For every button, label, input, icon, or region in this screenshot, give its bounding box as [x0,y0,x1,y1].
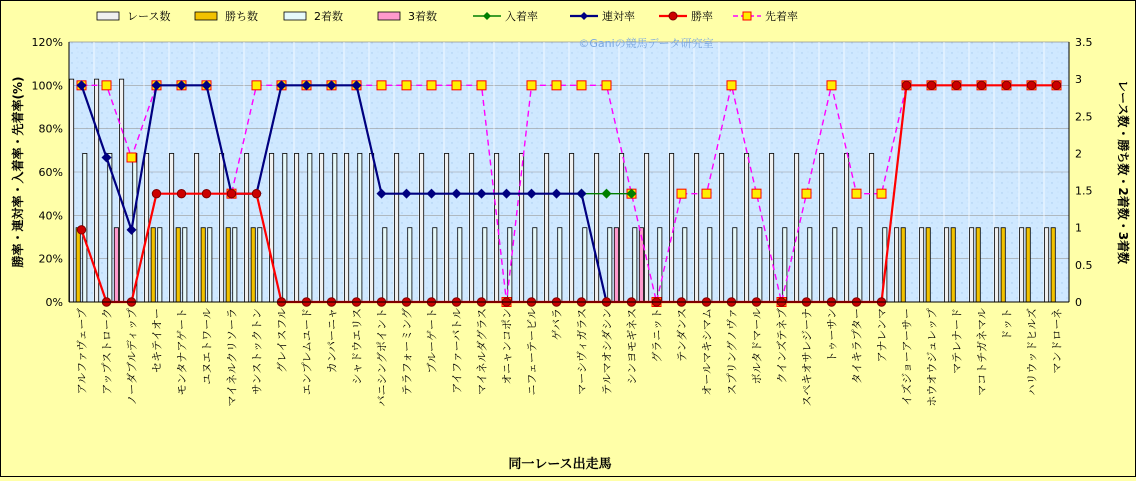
bar-レース数-5 [170,153,174,302]
bar-レース数-6 [195,153,199,302]
bar-レース数-3 [120,79,124,302]
bar-レース数-8 [245,153,249,302]
bar-レース数-20 [545,153,549,302]
x-tick-label: シャドウエリス [350,308,364,385]
bar-2着数-10 [308,153,312,302]
bar-レース数-9 [270,153,274,302]
watermark: ©Ganiの競馬データ研究室 [578,37,714,50]
point-勝率-40 [1052,81,1060,89]
point-先着率-2 [102,81,111,90]
x-tick-label: カンパーニャ [325,308,339,374]
legend-label: 勝率 [691,10,713,23]
bar-レース数-14 [395,153,399,302]
bar-2着数-30 [808,228,812,302]
x-tick-label: ゲバラ [550,308,564,341]
bar-2着数-22 [608,228,612,302]
bar-レース数-37 [970,228,974,302]
bar-勝ち数-38 [1001,228,1005,302]
bar-2着数-13 [383,228,387,302]
bar-レース数-17 [470,153,474,302]
y-axis-left-title: 勝率・連対率・入着率・先着率(%) [11,76,25,268]
grid-layer [69,42,1069,302]
y-right-tick-label: 2 [1075,147,1082,161]
x-tick-label: ドット [1000,308,1014,341]
x-tick-label: マイネルクリソーラ [225,308,239,407]
bar-レース数-31 [820,153,824,302]
point-勝率-37 [977,81,985,89]
bar-2着数-17 [483,228,487,302]
bar-レース数-12 [345,153,349,302]
x-tick-label: アイファーバトル [450,308,464,394]
bar-3着数-22 [614,228,618,302]
x-tick-label: アルファヴェーブ [75,308,89,395]
bar-勝ち数-4 [151,228,155,302]
bar-レース数-33 [870,153,874,302]
bar-2着数-12 [358,153,362,302]
y-right-tick-label: 1.5 [1075,184,1093,198]
legend-label: レース数 [127,10,171,23]
y-axis-right-title: レース数・勝ち数・2着数・3着数 [1116,79,1130,265]
bar-2着数-6 [208,228,212,302]
legend-swatch-勝ち数 [195,12,217,20]
bar-2着数-29 [783,228,787,302]
x-tick-label: テルマオシダシン [600,308,614,395]
x-tick-label: シンヨモギネス [625,308,639,385]
x-tick-label: マテレナード [950,308,964,374]
x-tick-label: テラフォーミング [400,308,414,396]
y-right-tick-label: 1 [1075,221,1082,235]
bar-2着数-11 [333,153,337,302]
bar-レース数-7 [220,153,224,302]
x-tick-label: ブルーゲート [425,308,439,374]
bar-2着数-8 [258,228,262,302]
x-tick-label: マイネルダグラス [475,308,489,395]
bar-レース数-18 [495,153,499,302]
x-tick-label: スペキオサレジーナ [800,308,814,407]
y-left-tick-label: 40% [38,209,63,223]
point-先着率-16 [452,81,461,90]
bar-レース数-21 [570,153,574,302]
bar-レース数-27 [720,153,724,302]
y-left-tick-label: 0% [45,296,63,309]
bar-2着数-14 [408,228,412,302]
legend-label: 勝ち数 [225,10,258,23]
x-tick-label: グレイスフル [275,308,289,373]
point-先着率-21 [577,81,586,90]
point-先着率-30 [802,189,811,198]
y-left-tick-label: 60% [38,166,63,179]
x-tick-label: ノーダブルディップ [125,308,139,406]
bar-2着数-4 [158,228,162,302]
legend-label: 3着数 [408,10,437,23]
y-right-tick-label: 2.5 [1075,110,1093,124]
legend-label: 先着率 [765,10,798,23]
y-left-tick-label: 20% [38,252,63,266]
x-tick-label: スプリングノヴァ [725,308,739,396]
bar-レース数-11 [320,153,324,302]
x-tick-label: オニャンコポン [500,308,514,385]
x-tick-label: エンプレムユード [300,308,314,396]
point-勝率-38 [1002,81,1010,89]
bar-勝ち数-35 [926,228,930,302]
point-先着率-13 [377,81,386,90]
bar-レース数-36 [945,228,949,302]
point-勝率-35 [927,81,935,89]
point-先着率-22 [602,81,611,90]
bar-2着数-21 [583,228,587,302]
bar-勝ち数-5 [176,228,180,302]
legend-label: 連対率 [602,10,635,23]
bar-2着数-2 [108,153,112,302]
point-勝率-34 [902,81,910,89]
legend-swatch-レース数 [97,12,119,20]
x-tick-label: グラニット [650,308,664,363]
y-right-tick-label: 3.5 [1075,36,1093,49]
point-先着率-26 [702,189,711,198]
point-先着率-8 [252,81,261,90]
x-tick-label: ホウオウジュレップ [925,308,939,407]
point-勝率-36 [952,81,960,89]
point-先着率-33 [877,189,886,198]
point-先着率-20 [552,81,561,90]
bar-勝ち数-40 [1051,228,1055,302]
bar-レース数-38 [995,228,999,302]
y-right-tick-label: 3 [1075,73,1082,87]
x-tick-label: アップストローク [100,308,114,395]
bar-勝ち数-37 [976,228,980,302]
bar-レース数-40 [1045,228,1049,302]
bar-2着数-9 [283,153,287,302]
x-tick-label: マーシヴィガラス [575,308,589,395]
x-axis-title: 同一レース出走馬 [508,457,612,472]
bar-2着数-27 [733,228,737,302]
bar-勝ち数-34 [901,228,905,302]
legend-swatch-3着数 [378,12,400,20]
point-先着率-14 [402,81,411,90]
x-tick-label: テンダンス [675,308,689,362]
bar-レース数-13 [370,153,374,302]
point-勝率-5 [177,189,185,197]
bar-2着数-5 [183,228,187,302]
bar-勝ち数-36 [951,228,955,302]
legend-label: 2着数 [314,10,343,23]
bar-レース数-39 [1020,228,1024,302]
y-left-tick-label: 80% [38,122,63,136]
bar-2着数-15 [433,228,437,302]
bar-2着数-20 [558,228,562,302]
x-tick-label: サンストックトン [250,308,264,395]
x-tick-label: トゥーサン [825,308,839,363]
point-勝率-1 [77,226,85,234]
bar-勝ち数-39 [1026,228,1030,302]
x-tick-label: ハリウッドヒルズ [1025,308,1039,396]
legend-marker-勝率 [669,12,677,20]
bar-レース数-26 [695,153,699,302]
point-先着率-19 [527,81,536,90]
y-left-tick-label: 120% [31,36,63,49]
bar-勝ち数-1 [76,228,80,302]
bar-レース数-35 [920,228,924,302]
bar-勝ち数-6 [201,228,205,302]
bar-2着数-23 [633,228,637,302]
bar-2着数-7 [233,228,237,302]
bar-レース数-28 [745,153,749,302]
bar-レース数-23 [620,153,624,302]
x-tick-label: オールマキシマム [700,308,714,396]
bar-レース数-22 [595,153,599,302]
y-right-tick-label: 0.5 [1075,258,1093,272]
point-先着率-25 [677,189,686,198]
point-先着率-17 [477,81,486,90]
x-tick-label: ユヌエトワール [200,308,214,385]
point-先着率-15 [427,81,436,90]
point-勝率-8 [252,189,260,197]
legend-marker-先着率 [743,12,751,20]
point-勝率-4 [152,189,160,197]
point-先着率-27 [727,81,736,90]
bar-レース数-10 [295,153,299,302]
x-tick-label: セキテイオー [150,308,164,373]
bar-2着数-32 [858,228,862,302]
bar-レース数-1 [70,79,74,302]
bar-2着数-19 [533,228,537,302]
x-tick-label: クインズテネブ [775,308,789,384]
bar-レース数-15 [420,153,424,302]
bar-レース数-24 [645,153,649,302]
point-先着率-28 [752,189,761,198]
x-tick-label: タイキラプター [850,308,864,385]
point-勝率-39 [1027,81,1035,89]
bar-2着数-28 [758,228,762,302]
x-tick-label: ニフェーテービル [525,308,539,396]
bar-3着数-2 [114,228,118,302]
bar-2着数-25 [683,228,687,302]
bar-レース数-34 [895,228,899,302]
x-tick-label: モンタナアゲート [175,308,189,396]
x-tick-label: ボルタドマール [750,308,764,385]
point-勝率-6 [202,189,210,197]
y-right-tick-label: 0 [1075,296,1082,309]
x-tick-label: マコトチガネマル [975,308,989,396]
x-tick-label: アナレンマ [875,308,889,363]
legend-swatch-2着数 [284,12,306,20]
x-tick-label: イズジョーアーサー [900,308,914,406]
y-left-tick-label: 100% [31,79,63,93]
point-先着率-3 [127,153,136,162]
bar-2着数-26 [708,228,712,302]
bar-2着数-31 [833,228,837,302]
bar-勝ち数-7 [226,228,230,302]
bar-2着数-24 [658,228,662,302]
bar-レース数-16 [445,153,449,302]
x-tick-label: マンドローネ [1050,308,1064,374]
x-tick-label: バニシングポイント [375,308,389,407]
bar-レース数-29 [770,153,774,302]
bar-2着数-16 [458,228,462,302]
bar-勝ち数-8 [251,228,255,302]
point-先着率-32 [852,189,861,198]
point-先着率-31 [827,81,836,90]
point-勝率-7 [227,189,235,197]
legend-label: 入着率 [505,10,538,23]
bar-レース数-32 [845,153,849,302]
